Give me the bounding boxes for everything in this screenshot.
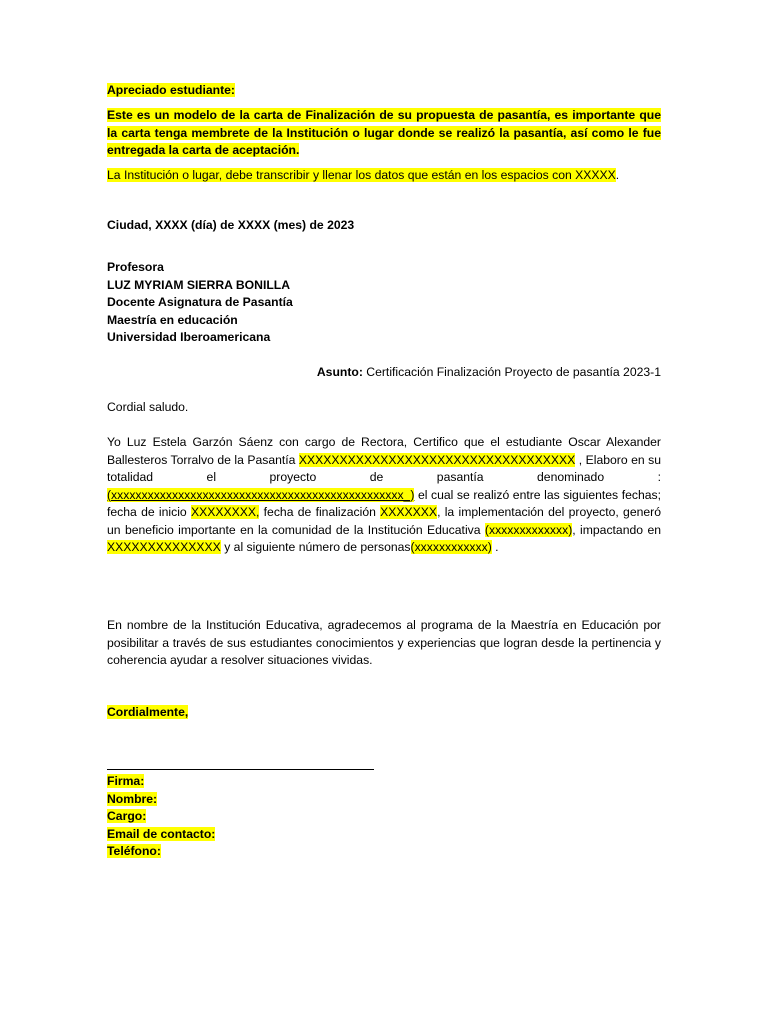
- intro-greeting: Apreciado estudiante:: [107, 83, 235, 97]
- signature-telefono: Teléfono:: [107, 844, 161, 858]
- placeholder-fecha-inicio: XXXXXXXX,: [190, 505, 260, 519]
- placeholder-fecha-fin: XXXXXXX: [380, 505, 438, 519]
- signature-email: Email de contacto:: [107, 826, 216, 841]
- placeholder-impacto: XXXXXXXXXXXXXX: [107, 540, 221, 554]
- recipient-role: Docente Asignatura de Pasantía: [107, 295, 293, 309]
- placeholder-proyecto: (xxxxxxxxxxxxxxxxxxxxxxxxxxxxxxxxxxxxxxxxxxxxxxxx_): [107, 487, 415, 502]
- recipient-university: Universidad Iberoamericana: [107, 330, 271, 344]
- recipient-program: Maestría en educación: [107, 312, 238, 327]
- subject-label: Asunto:: [316, 365, 363, 379]
- certification-paragraph: Yo Luz Estela Garzón Sáenz con cargo de Rectora, Certifico que el estudiante Oscar Alexander Ballesteros Torralvo de la Pasantía XXXXXXXXXXXXXXXXXXXXXXXXXXXXXXXXXX , Elaboro en su totalidad el proyecto de pasantía denominado : (xxxxxxxxxxxxxxxxxxxxxxxxxxxxxxxxxxxxxxxxxxxxxxxx_) el cual se realizó entre las siguientes fechas; fecha de inicio XXXXXXXX, fecha de finalización XXXXXXX, la implementación del proyecto, generó un beneficio importante en la comunidad de la Institución Educativa (xxxxxxxxxxxxx), impactando en XXXXXXXXXXXXXX y al siguiente número de personas(xxxxxxxxxxxx) .: [107, 435, 661, 554]
- closing: Cordialmente,: [107, 705, 189, 719]
- intro-paragraph-1: Este es un modelo de la carta de Finalización de su propuesta de pasantía, es importante que la carta tenga membrete de la Institución o lugar donde se realizó la pasantía, así como le fue entregada la carta de aceptación.: [107, 108, 661, 157]
- signature-cargo: Cargo:: [107, 809, 147, 823]
- salutation: Cordial saludo.: [107, 400, 189, 414]
- signature-line: [107, 769, 374, 770]
- thanks-paragraph: En nombre de la Institución Educativa, agradecemos al programa de la Maestría en Educación por posibilitar a través de sus estudiantes conocimientos y experiencias que logran desde la pertinencia y coherencia ayudar a resolver situaciones vividas.: [107, 618, 661, 667]
- subject-text: Certificación Finalización Proyecto de pasantía 2023-1: [362, 365, 661, 379]
- subject-line: [107, 364, 661, 382]
- recipient-name: LUZ MYRIAM SIERRA BONILLA: [107, 277, 291, 292]
- signature-firma: Firma:: [107, 774, 145, 788]
- signature-block: [107, 773, 661, 861]
- intro-paragraph-2: La Institución o lugar, debe transcribir y llenar los datos que están en los espacios con XXXXX.: [107, 168, 620, 182]
- date-line: Ciudad, XXXX (día) de XXXX (mes) de 2023: [107, 218, 355, 232]
- recipient-title: Profesora: [107, 260, 164, 274]
- signature-nombre: Nombre:: [107, 791, 158, 806]
- placeholder-institucion: (xxxxxxxxxxxxx): [484, 522, 573, 537]
- recipient-block: [107, 259, 661, 347]
- placeholder-personas: (xxxxxxxxxxxx): [410, 540, 492, 554]
- placeholder-pasantia: XXXXXXXXXXXXXXXXXXXXXXXXXXXXXXXXXX: [298, 452, 576, 467]
